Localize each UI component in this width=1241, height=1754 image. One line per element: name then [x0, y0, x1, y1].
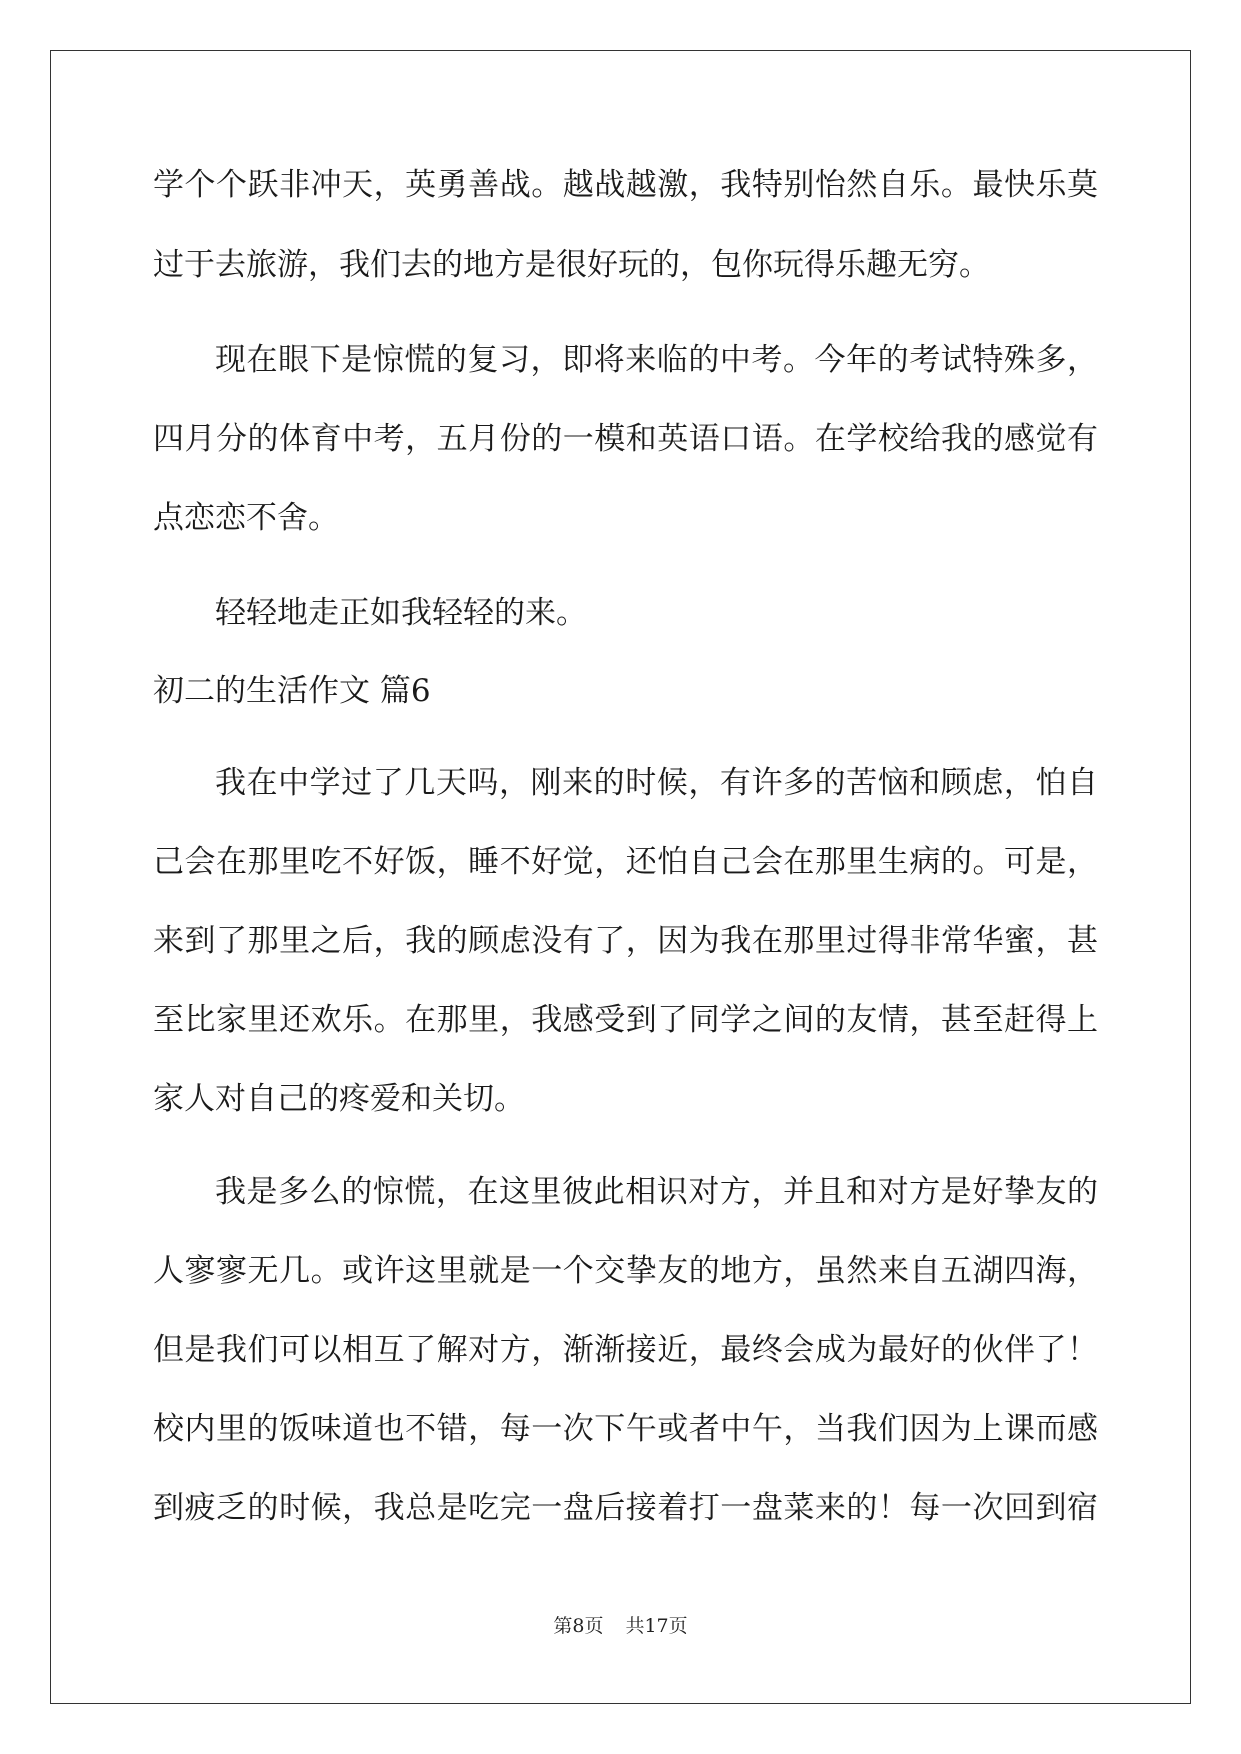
text-line: 四月分的体育中考，五月份的一模和英语口语。在学校给我的感觉有 [153, 421, 1098, 457]
text-line: 人寥寥无几。或许这里就是一个交挚友的地方，虽然来自五湖四海， [153, 1253, 1098, 1289]
text-line: 家人对自己的疼爱和关切。 [153, 1081, 525, 1117]
text-line: 但是我们可以相互了解对方，渐渐接近，最终会成为最好的伙伴了！ [153, 1332, 1098, 1368]
text-line: 来到了那里之后，我的顾虑没有了，因为我在那里过得非常华蜜，甚 [153, 923, 1098, 959]
text-line: 点恋恋不舍。 [153, 500, 339, 536]
text-line: 学个个跃非冲天，英勇善战。越战越激，我特别怡然自乐。最快乐莫 [153, 167, 1098, 203]
section-heading: 初二的生活作文 篇6 [153, 673, 431, 709]
paragraph-first-line: 现在眼下是惊慌的复习，即将来临的中考。今年的考试特殊多， [215, 342, 1098, 378]
text-line: 己会在那里吃不好饭，睡不好觉，还怕自己会在那里生病的。可是， [153, 844, 1098, 880]
text-line: 过于去旅游，我们去的地方是很好玩的，包你玩得乐趣无穷。 [153, 247, 990, 283]
page-number: 第8页 [553, 1615, 604, 1637]
text-line: 到疲乏的时候，我总是吃完一盘后接着打一盘菜来的！每一次回到宿 [153, 1490, 1098, 1526]
paragraph-first-line: 我在中学过了几天吗，刚来的时候，有许多的苦恼和顾虑，怕自 [215, 765, 1098, 801]
page-footer [0, 1612, 1241, 1640]
paragraph-first-line: 我是多么的惊慌，在这里彼此相识对方，并且和对方是好挚友的 [215, 1174, 1098, 1210]
page-total: 共17页 [625, 1615, 688, 1637]
text-line: 校内里的饭味道也不错，每一次下午或者中午，当我们因为上课而感 [153, 1411, 1098, 1447]
text-line: 至比家里还欢乐。在那里，我感受到了同学之间的友情，甚至赶得上 [153, 1002, 1098, 1038]
paragraph-first-line: 轻轻地走正如我轻轻的来。 [215, 595, 587, 631]
